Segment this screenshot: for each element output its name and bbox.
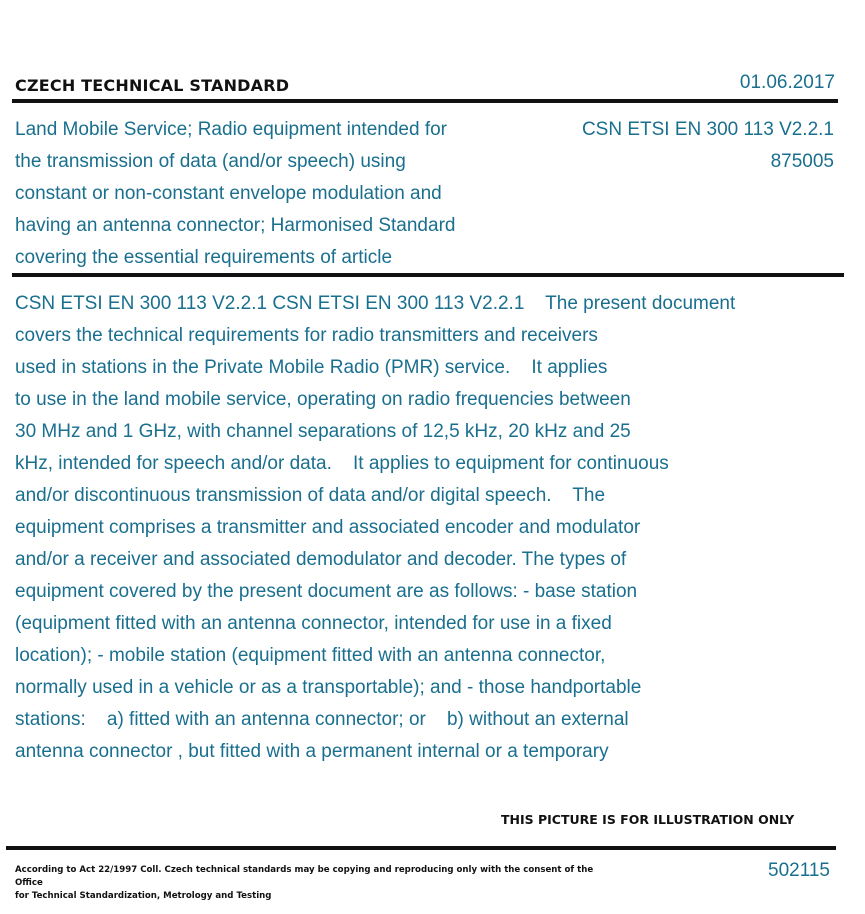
standard-title (15, 114, 535, 274)
title-line: constant or non-constant envelope modulation and (15, 183, 442, 204)
abstract-line: stations: a) fitted with an antenna connector; or b) without an external (15, 709, 629, 730)
abstract-line: (equipment fitted with an antenna connector, intended for use in a fixed (15, 613, 612, 634)
document-heading: CZECH TECHNICAL STANDARD (15, 76, 290, 95)
copyright-line: for Technical Standardization, Metrology and Testing (15, 891, 272, 901)
abstract-line: and/or a receiver and associated demodulator and decoder. The types of (15, 549, 627, 570)
title-line: having an antenna connector; Harmonised Standard (15, 215, 456, 236)
abstract-line: equipment comprises a transmitter and associated encoder and modulator (15, 517, 641, 538)
abstract-line: 30 MHz and 1 GHz, with channel separations of 12,5 kHz, 20 kHz and 25 (15, 421, 631, 442)
title-divider (12, 273, 844, 277)
abstract-line: covers the technical requirements for radio transmitters and receivers (15, 325, 598, 346)
title-line: Land Mobile Service; Radio equipment intended for (15, 119, 447, 140)
abstract-line: kHz, intended for speech and/or data. It applies to equipment for continuous (15, 453, 669, 474)
copyright-line: According to Act 22/1997 Coll. Czech technical standards may be copying and reproducing only with the consent of the Office (15, 865, 594, 888)
standard-number: 875005 (770, 151, 834, 172)
abstract-line: normally used in a vehicle or as a transportable); and - those handportable (15, 677, 642, 698)
abstract-line: location); - mobile station (equipment fitted with an antenna connector, (15, 645, 606, 666)
title-line: the transmission of data (and/or speech) using (15, 151, 406, 172)
abstract-line: equipment covered by the present document are as follows: - base station (15, 581, 638, 602)
abstract-text (15, 288, 850, 768)
abstract-line: CSN ETSI EN 300 113 V2.2.1 CSN ETSI EN 300 113 V2.2.1 The present document (15, 293, 736, 314)
standard-code: CSN ETSI EN 300 113 V2.2.1 (581, 119, 834, 140)
publication-date: 01.06.2017 (739, 72, 835, 93)
catalog-number: 502115 (768, 860, 830, 881)
abstract-line: antenna connector , but fitted with a permanent internal or a temporary (15, 741, 609, 762)
abstract-line: and/or discontinuous transmission of data and/or digital speech. The (15, 485, 606, 506)
footer-divider (6, 846, 836, 850)
illustration-disclaimer: THIS PICTURE IS FOR ILLUSTRATION ONLY (501, 812, 795, 827)
abstract-line: used in stations in the Private Mobile Radio (PMR) service. It applies (15, 357, 608, 378)
title-line: covering the essential requirements of article (15, 247, 393, 268)
copyright-notice (15, 864, 595, 903)
abstract-line: to use in the land mobile service, operating on radio frequencies between (15, 389, 631, 410)
header-divider (12, 99, 838, 103)
